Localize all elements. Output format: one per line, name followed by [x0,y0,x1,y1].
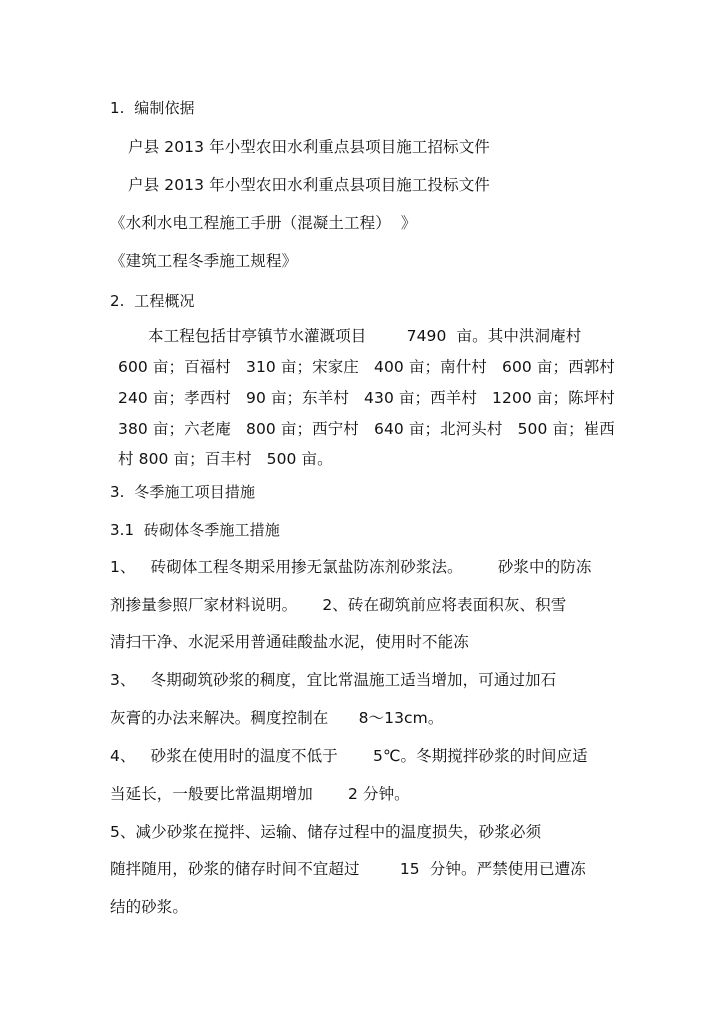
paragraph-line: 灰膏的办法来解决。稠度控制在 8～13cm。 [110,709,444,727]
paragraph-line: 1、 砖砌体工程冬期采用掺无氯盐防冻剂砂浆法。 砂浆中的防冻 [110,558,592,576]
paragraph-line: 结的砂浆。 [110,898,189,916]
section-3-1-heading: 3.1 砖砌体冬季施工措施 [110,521,280,539]
section-1-heading: 1. 编制依据 [110,99,195,117]
paragraph-line: 240 亩；孝西村 90 亩；东羊村 430 亩；西羊村 1200 亩；陈坪村 [118,389,615,407]
paragraph-line: 村 800 亩；百丰村 500 亩。 [118,450,333,468]
paragraph-line: 600 亩；百福村 310 亩；宋家庄 400 亩；南什村 600 亩；西郭村 [118,358,615,376]
reference-line: 户县 2013 年小型农田水利重点县项目施工投标文件 [128,176,490,194]
paragraph-line: 当延长，一般要比常温期增加 2 分钟。 [110,785,410,803]
paragraph-line: 3、 冬期砌筑砂浆的稠度，宜比常温施工适当增加，可通过加石 [110,671,557,689]
paragraph-line: 清扫干净、水泥采用普通硅酸盐水泥，使用时不能冻 [110,633,469,651]
reference-line: 《水利水电工程施工手册（混凝土工程） 》 [110,214,417,232]
paragraph-line: 本工程包括甘亭镇节水灌溉项目 7490 亩。其中洪洞庵村 [148,327,582,345]
section-2-heading: 2. 工程概况 [110,292,195,310]
reference-line: 《建筑工程冬季施工规程》 [110,252,298,270]
paragraph-line: 4、 砂浆在使用时的温度不低于 5℃。冬期搅拌砂浆的时间应适 [110,747,588,765]
section-3-heading: 3. 冬季施工项目措施 [110,483,256,501]
paragraph-line: 380 亩；六老庵 800 亩；西宁村 640 亩；北河头村 500 亩；崔西 [118,420,615,438]
paragraph-line: 5、减少砂浆在搅拌、运输、储存过程中的温度损失，砂浆必须 [110,823,542,841]
paragraph-line: 随拌随用，砂浆的储存时间不宜超过 15 分钟。严禁使用已遭冻 [110,860,586,878]
paragraph-line: 剂掺量参照厂家材料说明。 2、砖在砌筑前应将表面积灰、积雪 [110,596,567,614]
reference-line: 户县 2013 年小型农田水利重点县项目施工招标文件 [128,138,490,156]
